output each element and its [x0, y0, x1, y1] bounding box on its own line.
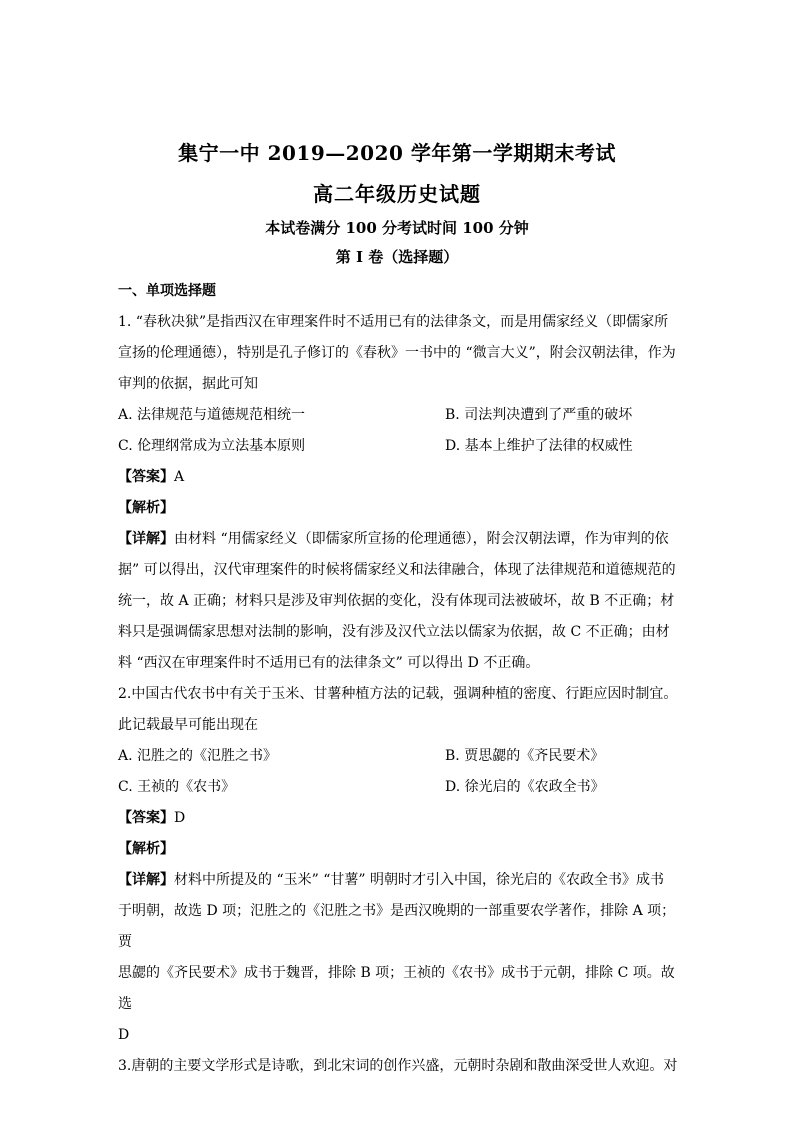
q1-detail-line [118, 524, 678, 555]
q1-options-row [118, 400, 678, 431]
q3-stem-line: 3.唐朝的主要文学形式是诗歌，到北宋词的创作兴盛，元朝时杂剧和散曲深受世人欢迎。对 [118, 1058, 678, 1074]
q1-options-row [118, 431, 678, 462]
q1-answer-value: A [174, 469, 185, 485]
exam-subtitle: 高二年级历史试题 [313, 182, 481, 206]
q1-option-b: B. 司法判决遭到了严重的破坏 [445, 407, 633, 423]
q1-detail-line: 统一，故 A 正确；材料只是涉及审判依据的变化，没有体现司法被破坏，故 B 不正确；材 [118, 593, 675, 609]
q1-option-a: A. 法律规范与道德规范相统一 [118, 407, 306, 423]
q1-stem-line: 1. “春秋决狱”是指西汉在审理案件时不适用已有的法律条文，而是用儒家经义（即儒家所 [118, 314, 669, 330]
q1-answer [118, 462, 678, 493]
q1-detail-text: 由材料 “用儒家经义（即儒家所宣扬的伦理通德），附会汉朝法谭，作为审判的依 [174, 531, 669, 547]
exam-info: 本试卷满分 100 分考试时间 100 分钟 [265, 219, 529, 237]
volume-title: 第 I 卷（选择题） [335, 248, 459, 266]
q1-detail-line: 料 “西汉在审理案件时不适用已有的法律条文” 可以得出 D 不正确。 [118, 655, 540, 671]
q1-analysis-label: 【解析】 [118, 500, 174, 516]
exam-title: 集宁一中 2019—2020 学年第一学期期末考试 [178, 141, 616, 165]
detail-label: 【详解】 [118, 531, 174, 547]
answer-label: 【答案】 [118, 810, 174, 826]
q2-analysis-label: 【解析】 [118, 841, 174, 857]
q1-detail-line: 据” 可以得出，汉代审理案件的时候将儒家经义和法律融合，体现了法律规范和道德规范的 [118, 562, 676, 578]
q2-option-a: A. 氾胜之的《氾胜之书》 [118, 748, 278, 764]
q2-options-row [118, 741, 678, 772]
q1-detail-line: 料只是强调儒家思想对法制的影响，没有涉及汉代立法以儒家为依据，故 C 不正确；由材 [118, 624, 670, 640]
q2-detail-line [118, 865, 678, 896]
q2-stem-line: 此记载最早可能出现在 [118, 717, 258, 733]
q1-stem-line: 审判的依据，据此可知 [118, 376, 258, 392]
q2-stem-line: 2.中国古代农书中有关于玉米、甘薯种植方法的记载，强调种植的密度、行距应因时制宜。 [118, 686, 678, 702]
q2-detail-text: 材料中所提及的 “玉米” “甘薯” 明朝时才引入中国，徐光启的《农政全书》成书 [174, 872, 664, 888]
q2-option-d: D. 徐光启的《农政全书》 [445, 779, 605, 795]
q1-stem-line: 宣扬的伦理通德），特别是孔子修订的《春秋》一书中的 “微言大义”，附会汉朝法律，作为 [118, 345, 676, 361]
document-body [118, 276, 678, 1082]
q2-answer [118, 803, 678, 834]
q1-option-c: C. 伦理纲常成为立法基本原则 [118, 438, 306, 454]
section-title: 一、单项选择题 [118, 283, 216, 299]
answer-label: 【答案】 [118, 469, 174, 485]
q1-option-d: D. 基本上维护了法律的权威性 [445, 438, 633, 454]
q2-options-row [118, 772, 678, 803]
q2-detail-line: D [118, 1027, 130, 1043]
q2-option-b: B. 贾思勰的《齐民要术》 [445, 748, 605, 764]
q2-option-c: C. 王祯的《农书》 [118, 779, 236, 795]
detail-label: 【详解】 [118, 872, 174, 888]
q2-answer-value: D [174, 810, 186, 826]
q2-detail-line: 思勰的《齐民要术》成书于魏晋，排除 B 项；王祯的《农书》成书于元朝，排除 C 项。故选 [118, 965, 675, 1012]
q2-detail-line: 于明朝，故选 D 项；氾胜之的《氾胜之书》是西汉晚期的一部重要农学著作，排除 A 项；贾 [118, 903, 676, 950]
